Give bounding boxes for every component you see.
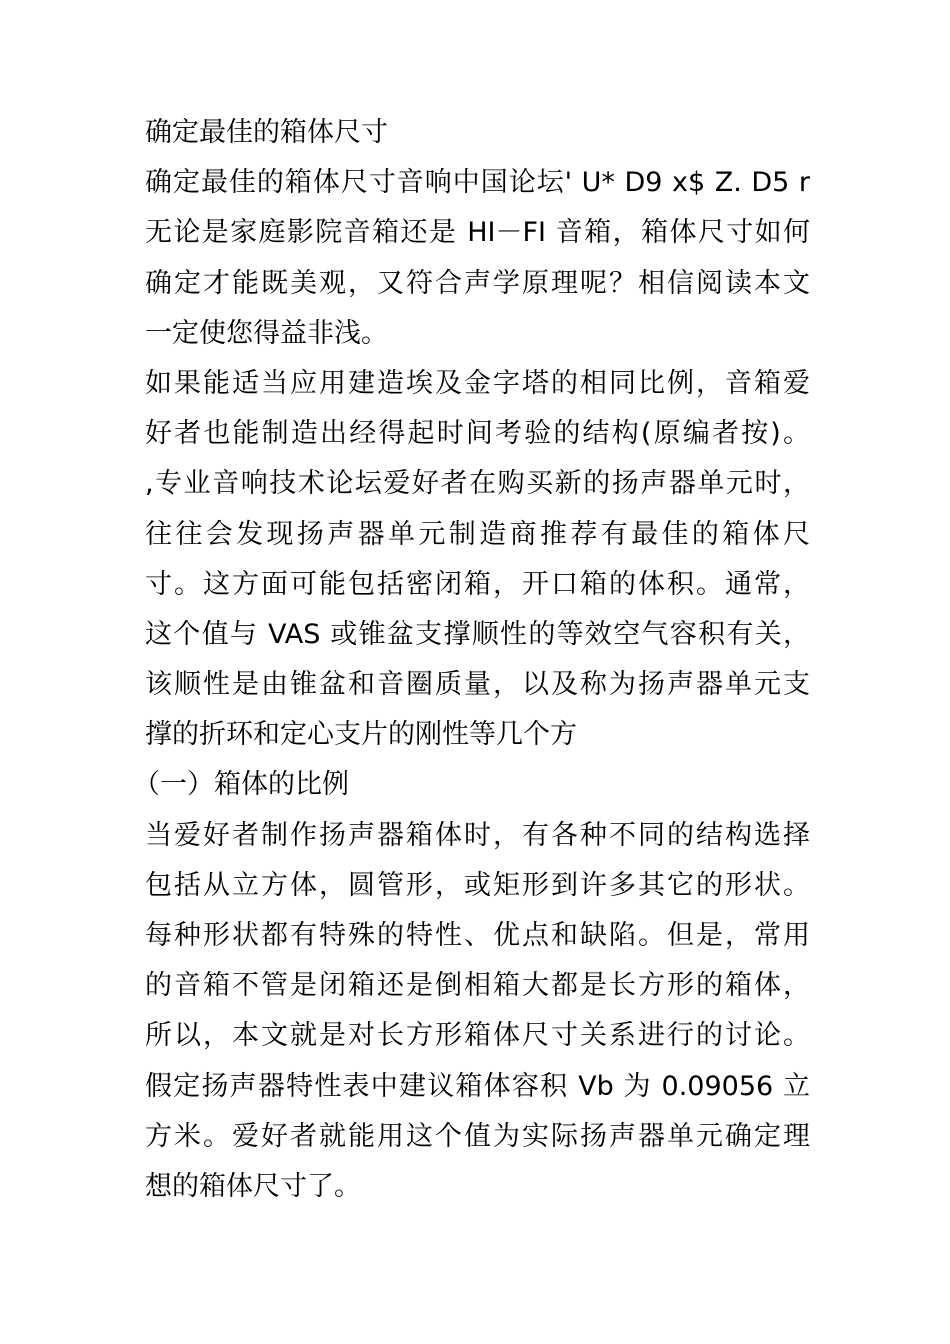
text-line: 假定扬声器特性表中建议箱体容积 Vb 为 0.09056 立 — [145, 1070, 810, 1102]
text-line: 一定使您得益非浅。 — [145, 317, 388, 349]
document-title: 确定最佳的箱体尺寸 — [145, 117, 388, 148]
text-line: 包括从立方体，圆管形，或矩形到许多其它的形状。 — [145, 869, 810, 901]
text-line: 当爱好者制作扬声器箱体时，有各种不同的结构选择 — [145, 819, 810, 851]
text-line: 往往会发现扬声器单元制造商推荐有最佳的箱体尺 — [145, 518, 810, 550]
text-line: 寸。这方面可能包括密闭箱，开口箱的体积。通常， — [145, 568, 810, 600]
section-heading: （一）箱体的比例 — [133, 769, 349, 801]
document-body — [133, 108, 810, 1212]
text-line: 想的箱体尺寸了。 — [145, 1170, 361, 1202]
text-line: 所以，本文就是对长方形箱体尺寸关系进行的讨论。 — [145, 1020, 810, 1052]
text-line: ,专业音响技术论坛爱好者在购买新的扬声器单元时， — [145, 468, 810, 500]
text-line: 每种形状都有特殊的特性、优点和缺陷。但是，常用 — [145, 920, 810, 951]
text-line: 的音箱不管是闭箱还是倒相箱大都是长方形的箱体， — [145, 970, 810, 1002]
text-line: 该顺性是由锥盆和音圈质量，以及称为扬声器单元支 — [145, 669, 810, 701]
text-line: 如果能适当应用建造埃及金字塔的相同比例，音箱爱 — [145, 367, 810, 399]
text-line: 确定最佳的箱体尺寸音响中国论坛' U* D9 x$ Z. D5 r — [145, 167, 810, 199]
text-line: 这个值与 VAS 或锥盆支撑顺性的等效空气容积有关， — [145, 618, 810, 650]
text-line: 方米。爱好者就能用这个值为实际扬声器单元确定理 — [145, 1120, 810, 1152]
text-line: 撑的折环和定心支片的刚性等几个方 — [145, 719, 577, 751]
text-line: 无论是家庭影院音箱还是 HI－FI 音箱，箱体尺寸如何 — [145, 217, 810, 249]
text-line: 好者也能制造出经得起时间考验的结构(原编者按)。 — [145, 418, 810, 450]
text-line: 确定才能既美观，又符合声学原理呢？相信阅读本文 — [145, 267, 810, 299]
